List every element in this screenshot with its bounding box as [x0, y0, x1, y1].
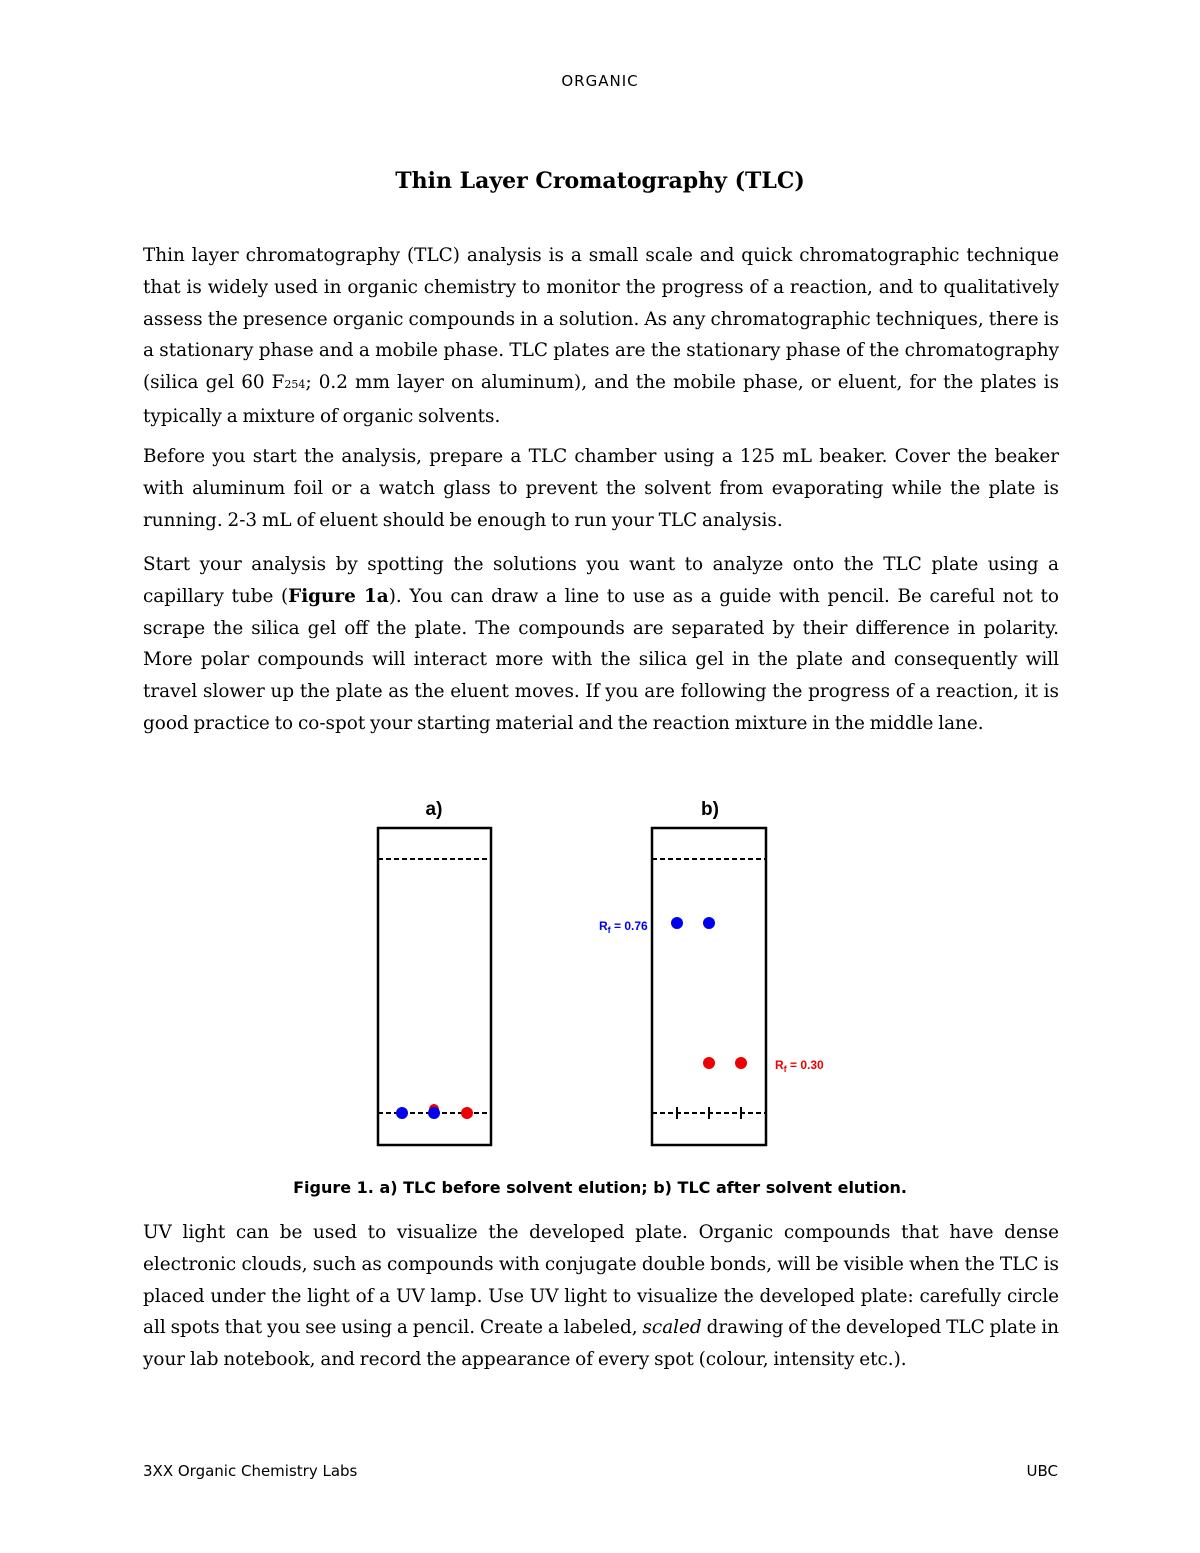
- paragraph-spotting: [143, 549, 1059, 740]
- paragraph-spotting-text-b: ). You can draw a line to use as a guide with pencil. Be careful not to scrape the silica gel off the plate. The compounds are separated by their difference in polarity. More polar compounds will interact more with the silica gel in the plate and consequently will travel slower up the plate as the eluent moves. If you are following the progress of a reaction, it is good practice to co-spot your starting material and the reaction mixture in the middle lane.: [143, 585, 1060, 734]
- footer-institution: UBC: [1026, 1462, 1058, 1480]
- paragraph-intro-text-a: Thin layer chromatography (TLC) analysis is a small scale and quick chromatographic technique that is widely used in organic chemistry to monitor the progress of a reaction, and to qualitatively assess the presence organic compounds in a solution. As any chromatographic techniques, there is a stationary phase and a mobile phase. TLC plates are the stationary phase of the chromatography (silica gel 60 F: [143, 245, 1059, 394]
- plate-a-spot-blue-cospot: [428, 1107, 440, 1119]
- rf-blue-prefix: R: [599, 919, 608, 933]
- paragraph-uv-text-a: UV light can be used to visualize the developed plate. Organic compounds that have dense electronic clouds, such as compounds with conjugate double bonds, will be visible when the TLC is placed under the light of a UV lamp. Use UV light to visualize the developed plate: carefully circle all spots that you see using a pencil. Create a labeled,: [143, 1222, 1059, 1339]
- rf-red-prefix: R: [775, 1058, 784, 1072]
- plate-b-spot-blue-middle: [703, 917, 715, 929]
- paragraph-chamber: Before you start the analysis, prepare a TLC chamber using a 125 mL beaker. Cover the beaker with aluminum foil or a watch glass to prevent the solvent from evaporating while the plate is running. 2-3 mL of eluent should be enough to run your TLC analysis.: [143, 446, 1059, 531]
- rf-red-value: = 0.30: [786, 1058, 824, 1072]
- tlc-figure: [0, 790, 1200, 1160]
- plate-b-spot-red-right: [735, 1057, 747, 1069]
- rf-label-blue: [599, 919, 648, 935]
- plate-a-spot-red-right: [461, 1107, 473, 1119]
- rf-blue-subscript: f: [607, 925, 611, 935]
- page-title: Thin Layer Cromatography (TLC): [395, 168, 805, 194]
- paragraph-uv: [143, 1217, 1059, 1376]
- paragraph-uv-text-b: drawing of the developed TLC plate in your lab notebook, and record the appearance of every spot (colour, intensity etc.).: [143, 1317, 1060, 1371]
- plate-a-spot-blue-left: [396, 1107, 408, 1119]
- paragraph-intro: [143, 240, 1059, 433]
- paragraph-intro-subscript: 254: [284, 378, 306, 392]
- rf-red-subscript: f: [783, 1064, 787, 1074]
- paragraph-spotting-text-a: Start your analysis by spotting the solutions you want to analyze onto the TLC plate using a capillary tube (: [143, 554, 1059, 607]
- figure-caption: Figure 1. a) TLC before solvent elution; b) TLC after solvent elution.: [293, 1178, 907, 1197]
- plate-b-spot-red-middle: [703, 1057, 715, 1069]
- plate-a-label: a): [425, 799, 443, 820]
- figure-reference: Figure 1a: [288, 585, 389, 607]
- footer-course: 3XX Organic Chemistry Labs: [143, 1462, 358, 1480]
- plate-b-outline: [652, 828, 766, 1145]
- page-header: ORGANIC: [561, 72, 639, 90]
- paragraph-intro-text-b: ; 0.2 mm layer on aluminum), and the mobile phase, or eluent, for the plates is typically a mixture of organic solvents.: [143, 372, 1060, 427]
- plate-b-label: b): [701, 799, 719, 820]
- plate-a-outline: [378, 828, 491, 1145]
- rf-blue-value: = 0.76: [610, 919, 648, 933]
- paragraph-uv-emphasis: scaled: [642, 1317, 702, 1339]
- plate-b-spot-blue-left: [671, 917, 683, 929]
- rf-label-red: [775, 1058, 824, 1074]
